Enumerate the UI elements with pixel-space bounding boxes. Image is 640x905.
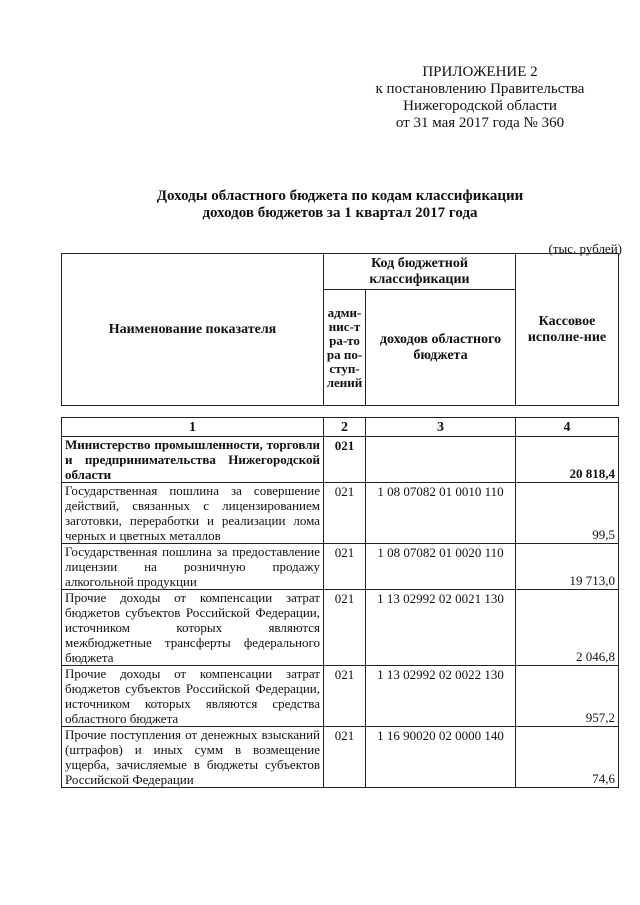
row-admin: 021 [324, 727, 366, 788]
col-number-3: 3 [366, 418, 516, 437]
row-admin: 021 [324, 437, 366, 483]
table-row [62, 544, 619, 590]
table-row [62, 727, 619, 788]
revenue-table [61, 417, 619, 788]
col-number-4: 4 [516, 418, 619, 437]
row-admin: 021 [324, 666, 366, 727]
row-name: Прочие поступления от денежных взысканий (штрафов) и иных сумм в возмещение ущерба, зачисляемые в бюджеты субъектов Российской Федерации [62, 727, 324, 788]
row-amount: 19 713,0 [516, 544, 619, 590]
header-name: Наименование показателя [62, 254, 324, 406]
row-admin: 021 [324, 483, 366, 544]
appendix-decree: к постановлению Правительства [375, 81, 585, 97]
appendix-label: ПРИЛОЖЕНИЕ 2 [422, 64, 538, 80]
table-row [62, 437, 619, 483]
row-code: 1 08 07082 01 0020 110 [366, 544, 516, 590]
row-name: Государственная пошлина за предоставление лицензии на розничную продажу алкогольной продукции [62, 544, 324, 590]
table-row [62, 666, 619, 727]
row-admin: 021 [324, 544, 366, 590]
row-amount: 2 046,8 [516, 590, 619, 666]
header-classification: Код бюджетной классификации [324, 254, 516, 290]
row-name: Министерство промышленности, торговли и предпринимательства Нижегородской области [62, 437, 324, 483]
column-numbers-row [62, 418, 619, 437]
row-amount: 957,2 [516, 666, 619, 727]
col-number-1: 1 [62, 418, 324, 437]
row-code: 1 13 02992 02 0022 130 [366, 666, 516, 727]
title-line-2: доходов бюджетов за 1 квартал 2017 года [202, 205, 478, 221]
title-line-1: Доходы областного бюджета по кодам классификации [156, 188, 524, 204]
units-note: (тыс. рублей) [548, 241, 622, 256]
table-row [62, 483, 619, 544]
appendix-date: от 31 мая 2017 года № 360 [395, 115, 565, 131]
col-number-2: 2 [324, 418, 366, 437]
row-code [366, 437, 516, 483]
row-code: 1 16 90020 02 0000 140 [366, 727, 516, 788]
row-amount: 74,6 [516, 727, 619, 788]
row-name: Государственная пошлина за совершение действий, связанных с лицензированием заготовки, переработки и реализации лома черных и цветных металлов [62, 483, 324, 544]
row-name: Прочие доходы от компенсации затрат бюджетов субъектов Российской Федерации, источником которых являются средства областного бюджета [62, 666, 324, 727]
row-amount: 20 818,4 [516, 437, 619, 483]
header-execution: Кассовое исполне-ние [516, 254, 619, 406]
row-name: Прочие доходы от компенсации затрат бюджетов субъектов Российской Федерации, источником которых являются межбюджетные трансферты федерального бюджета [62, 590, 324, 666]
header-admin: адми-нис-тра-тора по-ступ-лений [324, 290, 366, 406]
header-income: доходов областного бюджета [366, 290, 516, 406]
appendix-region: Нижегородской области [403, 98, 557, 114]
document-title [80, 188, 600, 222]
header-table [61, 253, 619, 406]
row-amount: 99,5 [516, 483, 619, 544]
row-code: 1 13 02992 02 0021 130 [366, 590, 516, 666]
appendix-block [330, 64, 630, 132]
row-admin: 021 [324, 590, 366, 666]
row-code: 1 08 07082 01 0010 110 [366, 483, 516, 544]
table-row [62, 590, 619, 666]
